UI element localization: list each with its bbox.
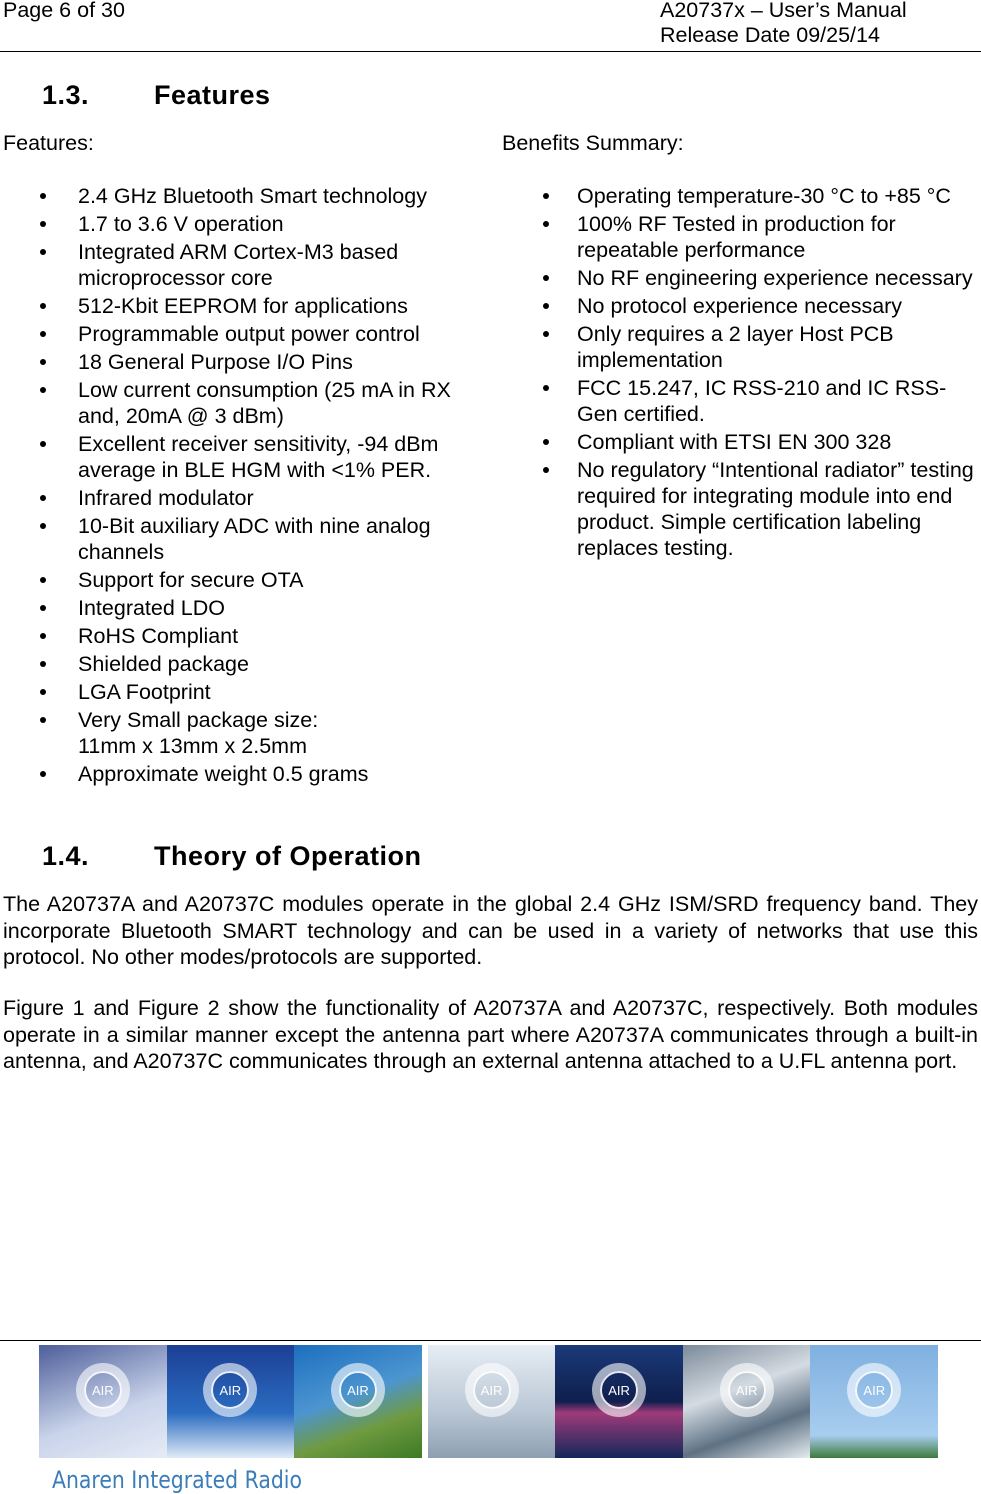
banner-panel (428, 1345, 556, 1458)
theory-paragraph: The A20737A and A20737C modules operate in the global 2.4 GHz ISM/SRD frequency band. They incorporate Bluetooth SMART technology and can be used in a variety of networks that use this protocol. No other modes/protocols are supported. (3, 892, 978, 969)
banner-panel (294, 1345, 422, 1458)
release-date: Release Date 09/25/14 (660, 23, 880, 47)
section-title: Features (154, 80, 271, 110)
list-item: Compliant with ETSI EN 300 328 (543, 429, 978, 455)
air-badge: AIR (211, 1371, 249, 1409)
list-item: No RF engineering experience necessary (543, 265, 978, 291)
banner-panel (167, 1345, 295, 1458)
page-number: Page 6 of 30 (3, 0, 125, 22)
list-item: 2.4 GHz Bluetooth Smart technology (40, 183, 490, 209)
theory-paragraph: Figure 1 and Figure 2 show the functionality of A20737A and A20737C, respectively. Both modules operate in a similar manner except the antenna part where A20737A communicates through a built-in antenna, and A20737C communicates through an external antenna attached to a U.FL antenna port. (3, 996, 978, 1073)
air-badge: AIR (855, 1371, 893, 1409)
list-item: 512-Kbit EEPROM for applications (40, 293, 490, 319)
list-item: Excellent receiver sensitivity, -94 dBm average in BLE HGM with <1% PER. (40, 431, 490, 483)
list-item: LGA Footprint (40, 679, 490, 705)
air-badge: AIR (473, 1371, 511, 1409)
doc-title: A20737x – User’s Manual (660, 0, 907, 22)
banner-panel (810, 1345, 938, 1458)
list-item: Infrared modulator (40, 485, 490, 511)
section-number: 1.4. (42, 841, 90, 871)
list-item: Low current consumption (25 mA in RX and, 20mA @ 3 dBm) (40, 377, 490, 429)
list-item: Operating temperature-30 °C to +85 °C (543, 183, 978, 209)
list-item: Programmable output power control (40, 321, 490, 347)
banner-panel (39, 1345, 167, 1458)
features-list (40, 183, 490, 789)
list-item: 18 General Purpose I/O Pins (40, 349, 490, 375)
brand-logo-text: Anaren Integrated Radio (52, 1466, 302, 1494)
list-item: 1.7 to 3.6 V operation (40, 211, 490, 237)
list-item: No regulatory “Intentional radiator” testing required for integrating module into end product. Simple certification labeling replaces testing. (543, 457, 978, 561)
list-item: Approximate weight 0.5 grams (40, 761, 490, 787)
list-item: Integrated LDO (40, 595, 490, 621)
list-item: 100% RF Tested in production for repeatable performance (543, 211, 978, 263)
list-item: RoHS Compliant (40, 623, 490, 649)
section-title: Theory of Operation (154, 841, 422, 871)
benefits-list (543, 183, 978, 563)
list-item: Very Small package size: 11mm x 13mm x 2.5mm (40, 707, 490, 759)
list-item: Integrated ARM Cortex-M3 based microprocessor core (40, 239, 490, 291)
air-badge: AIR (84, 1371, 122, 1409)
banner-panel (555, 1345, 683, 1458)
footer-banner-image (39, 1345, 938, 1458)
list-item: Shielded package (40, 651, 490, 677)
list-item: FCC 15.247, IC RSS-210 and IC RSS-Gen certified. (543, 375, 978, 427)
features-label: Features: (3, 131, 94, 155)
benefits-label: Benefits Summary: (502, 131, 684, 155)
air-badge: AIR (728, 1371, 766, 1409)
header-divider (0, 51, 981, 52)
list-item: 10-Bit auxiliary ADC with nine analog channels (40, 513, 490, 565)
air-badge: AIR (600, 1371, 638, 1409)
list-item: Only requires a 2 layer Host PCB implementation (543, 321, 978, 373)
air-badge: AIR (339, 1371, 377, 1409)
banner-panel (683, 1345, 811, 1458)
footer-divider (0, 1340, 981, 1341)
section-number: 1.3. (42, 80, 90, 110)
list-item: No protocol experience necessary (543, 293, 978, 319)
list-item: Support for secure OTA (40, 567, 490, 593)
